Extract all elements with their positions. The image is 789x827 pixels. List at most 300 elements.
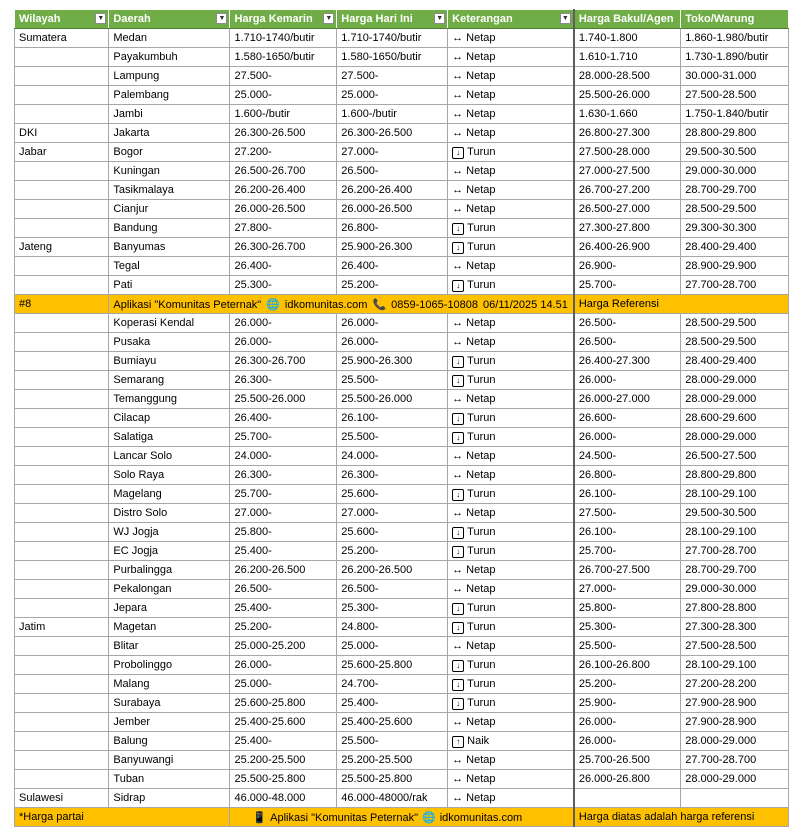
cell-bakul[interactable]: 26.000- [574, 732, 681, 751]
cell-wilayah[interactable] [15, 371, 109, 390]
cell-wilayah[interactable] [15, 523, 109, 542]
cell-keterangan[interactable] [448, 618, 574, 637]
cell-toko[interactable]: 27.900-28.900 [681, 713, 789, 732]
cell-wilayah[interactable] [15, 67, 109, 86]
cell-hari-ini[interactable]: 26.500- [337, 580, 448, 599]
cell-hari-ini[interactable]: 25.500-25.800 [337, 770, 448, 789]
cell-kemarin[interactable]: 1.600-/butir [230, 105, 337, 124]
cell-daerah[interactable]: Lampung [109, 67, 230, 86]
cell-wilayah[interactable] [15, 200, 109, 219]
cell-toko[interactable]: 28.000-29.000 [681, 732, 789, 751]
cell-toko[interactable] [681, 789, 789, 808]
cell-hari-ini[interactable]: 25.200- [337, 542, 448, 561]
cell-toko[interactable]: 28.400-29.400 [681, 238, 789, 257]
cell-hari-ini[interactable]: 26.000-26.500 [337, 200, 448, 219]
cell-keterangan[interactable] [448, 637, 574, 656]
cell-daerah[interactable]: Blitar [109, 637, 230, 656]
cell-wilayah[interactable] [15, 86, 109, 105]
cell-wilayah[interactable] [15, 580, 109, 599]
cell-daerah[interactable]: Cilacap [109, 409, 230, 428]
cell-keterangan[interactable] [448, 257, 574, 276]
cell-kemarin[interactable]: 27.500- [230, 67, 337, 86]
cell-wilayah[interactable] [15, 352, 109, 371]
band-phone[interactable]: 0859-1065-10808 [391, 298, 479, 311]
cell-toko[interactable]: 27.700-28.700 [681, 542, 789, 561]
cell-hari-ini[interactable]: 27.500- [337, 67, 448, 86]
cell-toko[interactable]: 1.750-1.840/butir [681, 105, 789, 124]
filter-dropdown-button[interactable] [216, 13, 227, 24]
cell-kemarin[interactable]: 26.000- [230, 314, 337, 333]
cell-bakul[interactable]: 25.700- [574, 276, 681, 295]
cell-daerah[interactable]: Jakarta [109, 124, 230, 143]
cell-wilayah[interactable] [15, 656, 109, 675]
cell-kemarin[interactable]: 26.400- [230, 257, 337, 276]
cell-toko[interactable]: 27.900-28.900 [681, 694, 789, 713]
cell-daerah[interactable]: Jepara [109, 599, 230, 618]
cell-bakul[interactable] [574, 789, 681, 808]
filter-dropdown-button[interactable] [560, 13, 571, 24]
cell-keterangan[interactable] [448, 599, 574, 618]
cell-toko[interactable]: 28.000-29.000 [681, 428, 789, 447]
cell-daerah[interactable]: Jambi [109, 105, 230, 124]
cell-toko[interactable]: 1.860-1.980/butir [681, 29, 789, 48]
footer-website[interactable]: idkomunitas.com [439, 811, 523, 824]
cell-hari-ini[interactable]: 25.500- [337, 371, 448, 390]
cell-daerah[interactable]: EC Jogja [109, 542, 230, 561]
cell-kemarin[interactable]: 25.400- [230, 542, 337, 561]
cell-kemarin[interactable]: 25.800- [230, 523, 337, 542]
cell-keterangan[interactable] [448, 124, 574, 143]
cell-keterangan[interactable] [448, 713, 574, 732]
cell-wilayah[interactable] [15, 637, 109, 656]
cell-wilayah[interactable] [15, 181, 109, 200]
cell-daerah[interactable]: Pusaka [109, 333, 230, 352]
cell-daerah[interactable]: Tuban [109, 770, 230, 789]
cell-daerah[interactable]: Balung [109, 732, 230, 751]
cell-keterangan[interactable] [448, 580, 574, 599]
cell-kemarin[interactable]: 26.400- [230, 409, 337, 428]
phone-icon: 📞 [372, 298, 387, 311]
cell-hari-ini[interactable]: 26.200-26.400 [337, 181, 448, 200]
cell-toko[interactable]: 28.100-29.100 [681, 523, 789, 542]
cell-keterangan[interactable] [448, 238, 574, 257]
cell-bakul[interactable]: 28.000-28.500 [574, 67, 681, 86]
cell-keterangan[interactable] [448, 105, 574, 124]
cell-daerah[interactable]: Banyuwangi [109, 751, 230, 770]
cell-bakul[interactable]: 26.500- [574, 333, 681, 352]
cell-toko[interactable]: 28.700-29.700 [681, 181, 789, 200]
cell-hari-ini[interactable]: 27.000- [337, 143, 448, 162]
cell-bakul[interactable]: 26.700-27.200 [574, 181, 681, 200]
cell-hari-ini[interactable]: 24.000- [337, 447, 448, 466]
cell-toko[interactable]: 28.700-29.700 [681, 561, 789, 580]
cell-toko[interactable]: 29.500-30.500 [681, 504, 789, 523]
cell-wilayah[interactable]: Sumatera [15, 29, 109, 48]
cell-keterangan[interactable] [448, 181, 574, 200]
cell-wilayah[interactable] [15, 333, 109, 352]
cell-toko[interactable]: 28.900-29.900 [681, 257, 789, 276]
cell-wilayah[interactable] [15, 390, 109, 409]
table-row [15, 580, 789, 599]
cell-keterangan[interactable] [448, 561, 574, 580]
cell-bakul[interactable]: 1.740-1.800 [574, 29, 681, 48]
cell-keterangan[interactable] [448, 390, 574, 409]
cell-keterangan[interactable] [448, 67, 574, 86]
cell-hari-ini[interactable]: 26.000- [337, 314, 448, 333]
cell-bakul[interactable]: 25.500- [574, 637, 681, 656]
cell-bakul[interactable]: 26.100-26.800 [574, 656, 681, 675]
cell-keterangan[interactable] [448, 428, 574, 447]
cell-keterangan[interactable] [448, 447, 574, 466]
cell-kemarin[interactable]: 25.700- [230, 485, 337, 504]
cell-bakul[interactable]: 26.000- [574, 371, 681, 390]
cell-kemarin[interactable]: 25.000-25.200 [230, 637, 337, 656]
cell-kemarin[interactable]: 26.200-26.400 [230, 181, 337, 200]
cell-bakul[interactable]: 26.800-27.300 [574, 124, 681, 143]
down-arrow-icon: ↓ [452, 223, 464, 235]
cell-wilayah[interactable]: DKI [15, 124, 109, 143]
cell-daerah[interactable]: Temanggung [109, 390, 230, 409]
cell-hari-ini[interactable]: 24.700- [337, 675, 448, 694]
cell-daerah[interactable]: Tegal [109, 257, 230, 276]
cell-wilayah[interactable] [15, 48, 109, 67]
cell-hari-ini[interactable]: 25.400-25.600 [337, 713, 448, 732]
cell-wilayah[interactable]: Sulawesi [15, 789, 109, 808]
cell-keterangan[interactable] [448, 694, 574, 713]
cell-toko[interactable]: 28.400-29.400 [681, 352, 789, 371]
cell-daerah[interactable]: Bogor [109, 143, 230, 162]
cell-wilayah[interactable] [15, 675, 109, 694]
cell-hari-ini[interactable]: 26.300-26.500 [337, 124, 448, 143]
cell-kemarin[interactable]: 1.710-1740/butir [230, 29, 337, 48]
cell-keterangan[interactable] [448, 656, 574, 675]
cell-kemarin[interactable]: 25.500-25.800 [230, 770, 337, 789]
cell-wilayah[interactable]: Jateng [15, 238, 109, 257]
cell-wilayah[interactable] [15, 428, 109, 447]
cell-kemarin[interactable]: 25.300- [230, 276, 337, 295]
cell-daerah[interactable]: Pati [109, 276, 230, 295]
cell-toko[interactable]: 30.000-31.000 [681, 67, 789, 86]
cell-hari-ini[interactable]: 46.000-48000/rak [337, 789, 448, 808]
cell-hari-ini[interactable]: 26.100- [337, 409, 448, 428]
cell-toko[interactable]: 28.000-29.000 [681, 371, 789, 390]
cell-kemarin[interactable]: 25.500-26.000 [230, 390, 337, 409]
cell-bakul[interactable]: 26.800- [574, 466, 681, 485]
cell-daerah[interactable]: Jember [109, 713, 230, 732]
cell-daerah[interactable]: Banyumas [109, 238, 230, 257]
cell-wilayah[interactable] [15, 314, 109, 333]
cell-bakul[interactable]: 25.200- [574, 675, 681, 694]
cell-bakul[interactable]: 27.000-27.500 [574, 162, 681, 181]
cell-kemarin[interactable]: 26.300- [230, 371, 337, 390]
cell-toko[interactable]: 29.500-30.500 [681, 143, 789, 162]
cell-kemarin[interactable]: 27.000- [230, 504, 337, 523]
cell-bakul[interactable]: 27.000- [574, 580, 681, 599]
cell-daerah[interactable]: Kuningan [109, 162, 230, 181]
band-contact [109, 295, 574, 314]
left-right-arrow-icon: ↔ [452, 184, 464, 196]
cell-daerah[interactable]: Lancar Solo [109, 447, 230, 466]
cell-kemarin[interactable]: 24.000- [230, 447, 337, 466]
cell-hari-ini[interactable]: 1.580-1650/butir [337, 48, 448, 67]
cell-daerah[interactable]: Solo Raya [109, 466, 230, 485]
cell-toko[interactable]: 28.000-29.000 [681, 390, 789, 409]
cell-bakul[interactable]: 26.400-27.300 [574, 352, 681, 371]
cell-hari-ini[interactable]: 27.000- [337, 504, 448, 523]
cell-hari-ini[interactable]: 26.300- [337, 466, 448, 485]
cell-kemarin[interactable]: 1.580-1650/butir [230, 48, 337, 67]
cell-kemarin[interactable]: 27.800- [230, 219, 337, 238]
cell-keterangan[interactable] [448, 751, 574, 770]
cell-keterangan[interactable] [448, 29, 574, 48]
cell-toko[interactable]: 28.000-29.000 [681, 770, 789, 789]
cell-toko[interactable]: 28.500-29.500 [681, 200, 789, 219]
cell-toko[interactable]: 27.700-28.700 [681, 751, 789, 770]
cell-toko[interactable]: 28.100-29.100 [681, 485, 789, 504]
cell-hari-ini[interactable]: 26.200-26.500 [337, 561, 448, 580]
cell-toko[interactable]: 27.800-28.800 [681, 599, 789, 618]
cell-kemarin[interactable]: 25.200- [230, 618, 337, 637]
cell-kemarin[interactable]: 26.000- [230, 333, 337, 352]
cell-wilayah[interactable] [15, 713, 109, 732]
cell-wilayah[interactable] [15, 447, 109, 466]
cell-bakul[interactable]: 26.700-27.500 [574, 561, 681, 580]
status-label: Turun [467, 677, 496, 690]
cell-bakul[interactable]: 25.300- [574, 618, 681, 637]
cell-keterangan[interactable] [448, 276, 574, 295]
cell-daerah[interactable]: Distro Solo [109, 504, 230, 523]
cell-wilayah[interactable] [15, 219, 109, 238]
cell-hari-ini[interactable]: 26.400- [337, 257, 448, 276]
cell-hari-ini[interactable]: 25.400- [337, 694, 448, 713]
cell-daerah[interactable]: Magetan [109, 618, 230, 637]
cell-kemarin[interactable]: 25.400- [230, 732, 337, 751]
cell-kemarin[interactable]: 25.600-25.800 [230, 694, 337, 713]
cell-toko[interactable]: 28.500-29.500 [681, 333, 789, 352]
cell-bakul[interactable]: 25.700-26.500 [574, 751, 681, 770]
table-row [15, 656, 789, 675]
cell-keterangan[interactable] [448, 789, 574, 808]
cell-wilayah[interactable] [15, 751, 109, 770]
cell-wilayah[interactable] [15, 257, 109, 276]
cell-wilayah[interactable] [15, 504, 109, 523]
cell-keterangan[interactable] [448, 485, 574, 504]
cell-daerah[interactable]: Payakumbuh [109, 48, 230, 67]
cell-daerah[interactable]: Bandung [109, 219, 230, 238]
cell-keterangan[interactable] [448, 542, 574, 561]
cell-bakul[interactable]: 1.610-1.710 [574, 48, 681, 67]
cell-kemarin[interactable]: 25.400- [230, 599, 337, 618]
cell-hari-ini[interactable]: 25.900-26.300 [337, 238, 448, 257]
status-label: Turun [467, 525, 496, 538]
cell-keterangan[interactable] [448, 371, 574, 390]
cell-hari-ini[interactable]: 26.500- [337, 162, 448, 181]
cell-toko[interactable]: 27.500-28.500 [681, 86, 789, 105]
cell-keterangan[interactable] [448, 523, 574, 542]
cell-kemarin[interactable]: 26.300-26.500 [230, 124, 337, 143]
cell-hari-ini[interactable]: 24.800- [337, 618, 448, 637]
cell-toko[interactable]: 29.000-30.000 [681, 580, 789, 599]
cell-keterangan[interactable] [448, 333, 574, 352]
cell-daerah[interactable]: Sidrap [109, 789, 230, 808]
cell-kemarin[interactable]: 26.300-26.700 [230, 352, 337, 371]
cell-hari-ini[interactable]: 25.300- [337, 599, 448, 618]
cell-keterangan[interactable] [448, 314, 574, 333]
cell-keterangan[interactable] [448, 219, 574, 238]
cell-kemarin[interactable]: 25.200-25.500 [230, 751, 337, 770]
cell-hari-ini[interactable]: 1.600-/butir [337, 105, 448, 124]
cell-bakul[interactable]: 26.000-27.000 [574, 390, 681, 409]
cell-hari-ini[interactable]: 25.000- [337, 86, 448, 105]
cell-wilayah[interactable] [15, 485, 109, 504]
cell-keterangan[interactable] [448, 200, 574, 219]
cell-kemarin[interactable]: 25.000- [230, 86, 337, 105]
column-header-wilayah [15, 10, 109, 29]
cell-toko[interactable]: 28.800-29.800 [681, 124, 789, 143]
cell-wilayah[interactable] [15, 162, 109, 181]
cell-wilayah[interactable] [15, 732, 109, 751]
cell-wilayah[interactable] [15, 105, 109, 124]
cell-daerah[interactable]: Cianjur [109, 200, 230, 219]
cell-kemarin[interactable]: 26.200-26.500 [230, 561, 337, 580]
cell-bakul[interactable]: 26.500- [574, 314, 681, 333]
cell-hari-ini[interactable]: 25.600- [337, 485, 448, 504]
cell-kemarin[interactable]: 25.000- [230, 675, 337, 694]
cell-wilayah[interactable] [15, 770, 109, 789]
cell-bakul[interactable]: 26.100- [574, 523, 681, 542]
cell-wilayah[interactable] [15, 276, 109, 295]
cell-toko[interactable]: 1.730-1.890/butir [681, 48, 789, 67]
cell-bakul[interactable]: 26.500-27.000 [574, 200, 681, 219]
cell-hari-ini[interactable]: 26.000- [337, 333, 448, 352]
status-label: Netap [466, 317, 496, 329]
cell-toko[interactable]: 27.500-28.500 [681, 637, 789, 656]
cell-bakul[interactable]: 26.100- [574, 485, 681, 504]
cell-daerah[interactable]: Palembang [109, 86, 230, 105]
cell-bakul[interactable]: 26.600- [574, 409, 681, 428]
cell-daerah[interactable]: Tasikmalaya [109, 181, 230, 200]
cell-daerah[interactable]: Surabaya [109, 694, 230, 713]
cell-wilayah[interactable]: Jabar [15, 143, 109, 162]
cell-bakul[interactable]: 27.500- [574, 504, 681, 523]
cell-daerah[interactable]: Semarang [109, 371, 230, 390]
up-arrow-icon: ↑ [452, 736, 464, 748]
cell-bakul[interactable]: 26.000- [574, 428, 681, 447]
cell-kemarin[interactable]: 26.300-26.700 [230, 238, 337, 257]
cell-toko[interactable]: 28.600-29.600 [681, 409, 789, 428]
band-website[interactable]: idkomunitas.com [284, 298, 368, 311]
cell-daerah[interactable]: Koperasi Kendal [109, 314, 230, 333]
cell-toko[interactable]: 28.100-29.100 [681, 656, 789, 675]
cell-toko[interactable]: 27.200-28.200 [681, 675, 789, 694]
cell-kemarin[interactable]: 26.500- [230, 580, 337, 599]
cell-hari-ini[interactable]: 25.900-26.300 [337, 352, 448, 371]
cell-bakul[interactable]: 26.400-26.900 [574, 238, 681, 257]
filter-dropdown-button[interactable] [323, 13, 334, 24]
cell-hari-ini[interactable]: 25.200-25.500 [337, 751, 448, 770]
cell-toko[interactable]: 28.800-29.800 [681, 466, 789, 485]
cell-toko[interactable]: 29.300-30.300 [681, 219, 789, 238]
cell-bakul[interactable]: 27.300-27.800 [574, 219, 681, 238]
cell-daerah[interactable]: Probolinggo [109, 656, 230, 675]
cell-bakul[interactable]: 25.700- [574, 542, 681, 561]
cell-hari-ini[interactable]: 25.000- [337, 637, 448, 656]
cell-daerah[interactable]: Malang [109, 675, 230, 694]
cell-daerah[interactable]: Pekalongan [109, 580, 230, 599]
cell-daerah[interactable]: Medan [109, 29, 230, 48]
filter-dropdown-button[interactable] [95, 13, 106, 24]
cell-wilayah[interactable] [15, 694, 109, 713]
cell-keterangan[interactable] [448, 732, 574, 751]
cell-keterangan[interactable] [448, 504, 574, 523]
cell-kemarin[interactable]: 46.000-48.000 [230, 789, 337, 808]
cell-wilayah[interactable]: Jatim [15, 618, 109, 637]
cell-kemarin[interactable]: 25.700- [230, 428, 337, 447]
status-label: Netap [466, 450, 496, 462]
cell-keterangan[interactable] [448, 162, 574, 181]
cell-keterangan[interactable] [448, 48, 574, 67]
cell-keterangan[interactable] [448, 86, 574, 105]
cell-wilayah[interactable] [15, 599, 109, 618]
cell-keterangan[interactable] [448, 770, 574, 789]
cell-bakul[interactable]: 26.000- [574, 713, 681, 732]
cell-hari-ini[interactable]: 25.500-26.000 [337, 390, 448, 409]
cell-hari-ini[interactable]: 25.600- [337, 523, 448, 542]
cell-toko[interactable]: 27.300-28.300 [681, 618, 789, 637]
cell-daerah[interactable]: Salatiga [109, 428, 230, 447]
cell-toko[interactable]: 28.500-29.500 [681, 314, 789, 333]
cell-hari-ini[interactable]: 25.600-25.800 [337, 656, 448, 675]
cell-daerah[interactable]: Magelang [109, 485, 230, 504]
cell-hari-ini[interactable]: 1.710-1740/butir [337, 29, 448, 48]
cell-bakul[interactable]: 25.900- [574, 694, 681, 713]
cell-bakul[interactable]: 1.630-1.660 [574, 105, 681, 124]
cell-kemarin[interactable]: 26.000-26.500 [230, 200, 337, 219]
cell-keterangan[interactable] [448, 352, 574, 371]
cell-kemarin[interactable]: 27.200- [230, 143, 337, 162]
cell-kemarin[interactable]: 26.500-26.700 [230, 162, 337, 181]
cell-kemarin[interactable]: 26.000- [230, 656, 337, 675]
cell-wilayah[interactable] [15, 409, 109, 428]
cell-keterangan[interactable] [448, 675, 574, 694]
cell-keterangan[interactable] [448, 143, 574, 162]
cell-hari-ini[interactable]: 25.200- [337, 276, 448, 295]
cell-toko[interactable]: 29.000-30.000 [681, 162, 789, 181]
cell-bakul[interactable]: 25.500-26.000 [574, 86, 681, 105]
cell-bakul[interactable]: 24.500- [574, 447, 681, 466]
filter-dropdown-button[interactable] [434, 13, 445, 24]
cell-hari-ini[interactable]: 25.500- [337, 428, 448, 447]
cell-bakul[interactable]: 26.900- [574, 257, 681, 276]
cell-bakul[interactable]: 25.800- [574, 599, 681, 618]
cell-daerah[interactable]: Purbalingga [109, 561, 230, 580]
cell-kemarin[interactable]: 26.300- [230, 466, 337, 485]
cell-wilayah[interactable] [15, 542, 109, 561]
cell-toko[interactable]: 27.700-28.700 [681, 276, 789, 295]
cell-hari-ini[interactable]: 26.800- [337, 219, 448, 238]
cell-keterangan[interactable] [448, 466, 574, 485]
cell-keterangan[interactable] [448, 409, 574, 428]
cell-toko[interactable]: 26.500-27.500 [681, 447, 789, 466]
cell-bakul[interactable]: 26.000-26.800 [574, 770, 681, 789]
cell-daerah[interactable]: Bumiayu [109, 352, 230, 371]
cell-kemarin[interactable]: 25.400-25.600 [230, 713, 337, 732]
cell-hari-ini[interactable]: 25.500- [337, 732, 448, 751]
cell-wilayah[interactable] [15, 561, 109, 580]
cell-wilayah[interactable] [15, 466, 109, 485]
cell-bakul[interactable]: 27.500-28.000 [574, 143, 681, 162]
cell-daerah[interactable]: WJ Jogja [109, 523, 230, 542]
